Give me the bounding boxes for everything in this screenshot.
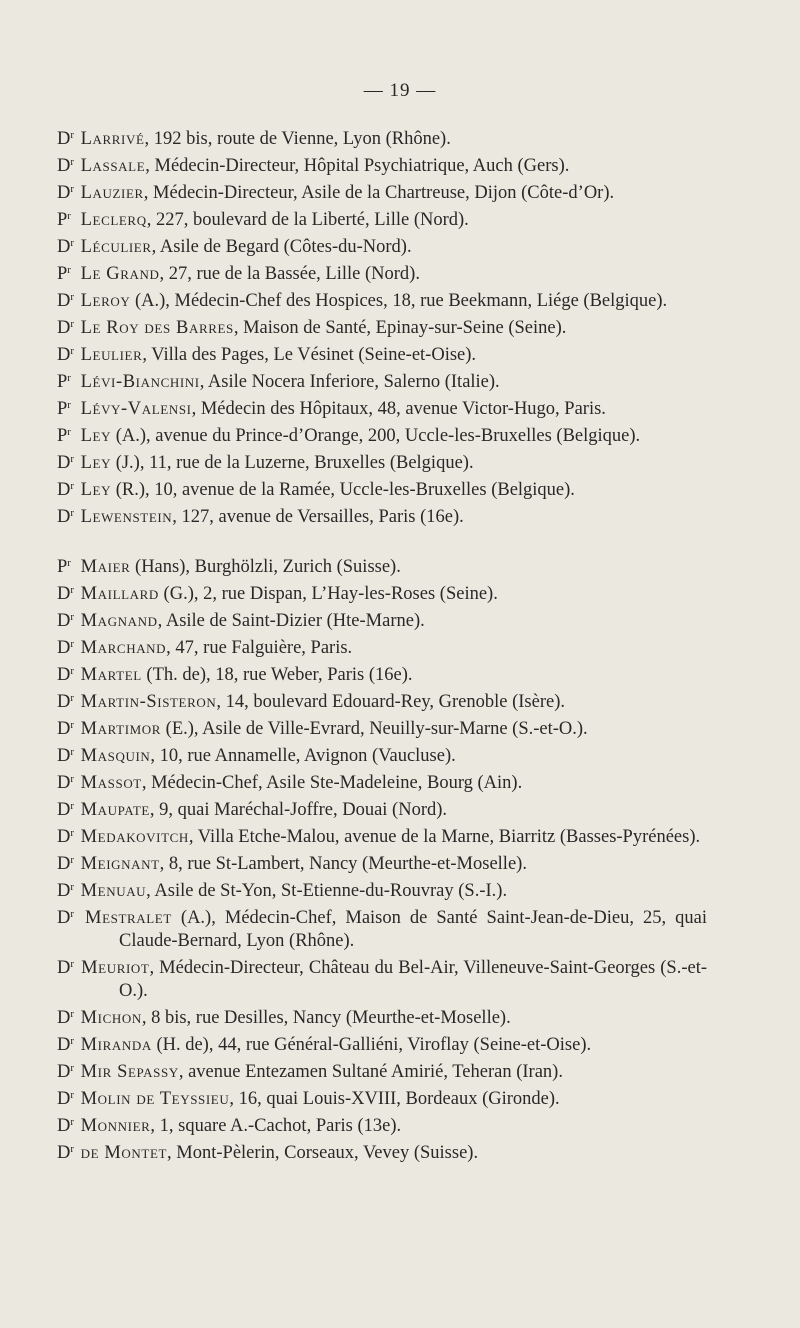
member-title: $D^r$ <box>57 156 74 176</box>
member-name: Monnier <box>80 1116 151 1136</box>
page-number: — 19 — <box>363 80 437 101</box>
member-name: Ley <box>80 480 112 500</box>
member-entry <box>57 822 707 849</box>
member-name: Lévi-Bianchini <box>80 372 200 392</box>
member-title: $D^r$ <box>57 854 74 874</box>
member-title: $P^r$ <box>57 426 71 446</box>
member-name: Leroy <box>80 291 131 311</box>
member-entry <box>57 714 707 741</box>
member-title: $D^r$ <box>57 1035 74 1055</box>
member-title: $D^r$ <box>57 800 74 820</box>
member-title: $D^r$ <box>57 719 74 739</box>
member-address: , Asile de Saint-Dizier (Hte-Marne). <box>157 611 425 631</box>
member-address: , 16, quai Louis-XVIII, Bordeaux (Gironde). <box>229 1089 560 1109</box>
member-name: Maillard <box>80 584 159 604</box>
member-address: , Médecin-Directeur, Hôpital Psychiatrique, Auch (Gers). <box>145 156 570 176</box>
member-title: $D^r$ <box>57 345 74 365</box>
member-address: , Asile Nocera Inferiore, Salerno (Italie). <box>199 372 500 392</box>
member-entry <box>57 475 707 502</box>
member-title: $D^r$ <box>57 958 74 978</box>
member-address: (A.), Médecin-Chef des Hospices, 18, rue Beekmann, Liége (Belgique). <box>130 291 668 311</box>
member-title: $D^r$ <box>57 665 74 685</box>
member-title: $P^r$ <box>57 372 71 392</box>
member-address: , Médecin des Hôpitaux, 48, avenue Victor-Hugo, Paris. <box>191 399 606 419</box>
member-address: (A.), avenue du Prince-d’Orange, 200, Uccle-les-Bruxelles (Belgique). <box>111 426 641 446</box>
member-entry <box>57 687 707 714</box>
member-entry <box>57 1057 707 1084</box>
member-name: Miranda <box>80 1035 152 1055</box>
member-address: , Médecin-Chef, Asile Ste-Madeleine, Bourg (Ain). <box>141 773 523 793</box>
member-address: (H. de), 44, rue Général-Galliéni, Viroflay (Seine-et-Oise). <box>151 1035 592 1055</box>
member-name: Mestralet <box>85 908 172 928</box>
member-title: $D^r$ <box>57 453 74 473</box>
member-name: Marchand <box>80 638 167 658</box>
member-group-m <box>57 552 707 1165</box>
member-entry <box>57 606 707 633</box>
member-entry <box>57 421 707 448</box>
member-name: Lévy-Valensi <box>80 399 192 419</box>
member-address: , 127, avenue de Versailles, Paris (16e). <box>172 507 464 527</box>
member-title: $D^r$ <box>57 480 74 500</box>
member-title: $D^r$ <box>57 183 74 203</box>
member-address: , Médecin-Directeur, Asile de la Chartreuse, Dijon (Côte-d’Or). <box>143 183 615 203</box>
member-entry <box>57 448 707 475</box>
member-address: , Asile de Begard (Côtes-du-Nord). <box>151 237 412 257</box>
member-entry <box>57 579 707 606</box>
member-name: Léculier <box>80 237 152 257</box>
member-title: $D^r$ <box>57 827 74 847</box>
member-title: $D^r$ <box>57 1089 74 1109</box>
member-entry <box>57 367 707 394</box>
member-name: Lauzier <box>80 183 144 203</box>
member-address: (Th. de), 18, rue Weber, Paris (16e). <box>141 665 413 685</box>
member-name: Lassale <box>80 156 146 176</box>
member-address: , 10, rue Annamelle, Avignon (Vaucluse). <box>150 746 456 766</box>
member-entry <box>57 633 707 660</box>
member-title: $D^r$ <box>57 129 74 149</box>
member-name: de Montet <box>80 1143 168 1163</box>
member-title: $D^r$ <box>57 908 74 928</box>
member-title: $D^r$ <box>57 318 74 338</box>
member-title: $D^r$ <box>57 1008 74 1028</box>
group-separator <box>57 529 707 552</box>
member-address: , 192 bis, route de Vienne, Lyon (Rhône). <box>144 129 451 149</box>
member-address: , 8 bis, rue Desilles, Nancy (Meurthe-et-Moselle). <box>141 1008 511 1028</box>
member-name: Le Roy des Barres <box>80 318 234 338</box>
member-name: Martel <box>80 665 142 685</box>
member-entry <box>57 313 707 340</box>
member-address: , Médecin-Directeur, Château du Bel-Air, Villeneuve-Saint-Georges (S.-et-O.). <box>119 958 708 1001</box>
member-entry <box>57 741 707 768</box>
member-name: Meignant <box>80 854 160 874</box>
member-title: $D^r$ <box>57 1143 74 1163</box>
member-entry <box>57 1030 707 1057</box>
member-name: Medakovitch <box>80 827 189 847</box>
member-entry <box>57 768 707 795</box>
member-name: Masquin <box>80 746 151 766</box>
member-address: , 227, boulevard de la Liberté, Lille (Nord). <box>146 210 469 230</box>
member-address: , avenue Entezamen Sultané Amirié, Teheran (Iran). <box>178 1062 563 1082</box>
member-name: Larrivé <box>80 129 145 149</box>
member-name: Meuriot <box>81 958 150 978</box>
member-name: Mir Sepassy <box>80 1062 179 1082</box>
member-address: , Villa Etche-Malou, avenue de la Marne, Biarritz (Basses-Pyrénées). <box>188 827 701 847</box>
member-address: , Villa des Pages, Le Vésinet (Seine-et-Oise). <box>142 345 477 365</box>
member-address: , 8, rue St-Lambert, Nancy (Meurthe-et-Moselle). <box>159 854 527 874</box>
member-address: , Asile de St-Yon, St-Etienne-du-Rouvray (S.-I.). <box>146 881 508 901</box>
member-address: , 9, quai Maréchal-Joffre, Douai (Nord). <box>149 800 448 820</box>
member-name: Le Grand <box>80 264 160 284</box>
member-name: Massot <box>80 773 142 793</box>
member-list <box>57 124 707 1165</box>
member-entry <box>57 502 707 529</box>
member-entry <box>57 1084 707 1111</box>
member-name: Leclerq <box>80 210 147 230</box>
member-entry <box>57 849 707 876</box>
member-entry <box>57 660 707 687</box>
member-address: , Mont-Pèlerin, Corseaux, Vevey (Suisse). <box>167 1143 479 1163</box>
member-title: $D^r$ <box>57 611 74 631</box>
member-title: $D^r$ <box>57 1062 74 1082</box>
member-name: Maier <box>80 557 131 577</box>
member-title: $P^r$ <box>57 399 71 419</box>
member-address: , Maison de Santé, Epinay-sur-Seine (Seine). <box>233 318 567 338</box>
member-address: (E.), Asile de Ville-Evrard, Neuilly-sur-Marne (S.-et-O.). <box>161 719 588 739</box>
member-entry <box>57 232 707 259</box>
member-address: , 1, square A.-Cachot, Paris (13e). <box>150 1116 402 1136</box>
member-title: $P^r$ <box>57 264 71 284</box>
member-name: Menuau <box>80 881 147 901</box>
member-title: $D^r$ <box>57 507 74 527</box>
member-address: (R.), 10, avenue de la Ramée, Uccle-les-Bruxelles (Belgique). <box>111 480 575 500</box>
member-address: (A.), Médecin-Chef, Maison de Santé Saint-Jean-de-Dieu, 25, quai Claude-Bernard, Lyon (Rhône). <box>119 908 707 951</box>
member-entry <box>57 286 707 313</box>
member-entry <box>57 552 707 579</box>
member-name: Molin de Teyssieu <box>80 1089 230 1109</box>
member-name: Ley <box>80 426 112 446</box>
member-entry <box>57 151 707 178</box>
member-name: Magnand <box>80 611 158 631</box>
member-title: $D^r$ <box>57 692 74 712</box>
member-entry <box>57 903 707 953</box>
member-address: , 27, rue de la Bassée, Lille (Nord). <box>159 264 420 284</box>
member-address: (G.), 2, rue Dispan, L’Hay-les-Roses (Seine). <box>158 584 498 604</box>
member-title: $D^r$ <box>57 1116 74 1136</box>
member-title: $P^r$ <box>57 210 71 230</box>
member-name: Martin-Sisteron <box>80 692 217 712</box>
member-address: , 47, rue Falguière, Paris. <box>166 638 353 658</box>
member-entry <box>57 1003 707 1030</box>
member-name: Michon <box>80 1008 142 1028</box>
member-title: $D^r$ <box>57 237 74 257</box>
member-title: $P^r$ <box>57 557 71 577</box>
member-group-l <box>57 124 707 529</box>
member-name: Lewenstein <box>80 507 173 527</box>
member-title: $D^r$ <box>57 584 74 604</box>
member-entry <box>57 876 707 903</box>
member-name: Maupate <box>80 800 150 820</box>
member-name: Ley <box>80 453 112 473</box>
member-title: $D^r$ <box>57 746 74 766</box>
member-entry <box>57 795 707 822</box>
member-title: $D^r$ <box>57 291 74 311</box>
member-entry <box>57 124 707 151</box>
member-address: (J.), 11, rue de la Luzerne, Bruxelles (Belgique). <box>111 453 474 473</box>
member-entry <box>57 394 707 421</box>
member-entry <box>57 953 707 1003</box>
member-entry <box>57 1111 707 1138</box>
member-entry <box>57 340 707 367</box>
member-entry <box>57 205 707 232</box>
member-title: $D^r$ <box>57 773 74 793</box>
member-entry <box>57 1138 707 1165</box>
member-name: Leulier <box>80 345 143 365</box>
member-entry <box>57 178 707 205</box>
member-address: (Hans), Burghölzli, Zurich (Suisse). <box>130 557 401 577</box>
member-entry <box>57 259 707 286</box>
member-name: Martimor <box>80 719 162 739</box>
member-address: , 14, boulevard Edouard-Rey, Grenoble (Isère). <box>216 692 565 712</box>
member-title: $D^r$ <box>57 881 74 901</box>
member-title: $D^r$ <box>57 638 74 658</box>
